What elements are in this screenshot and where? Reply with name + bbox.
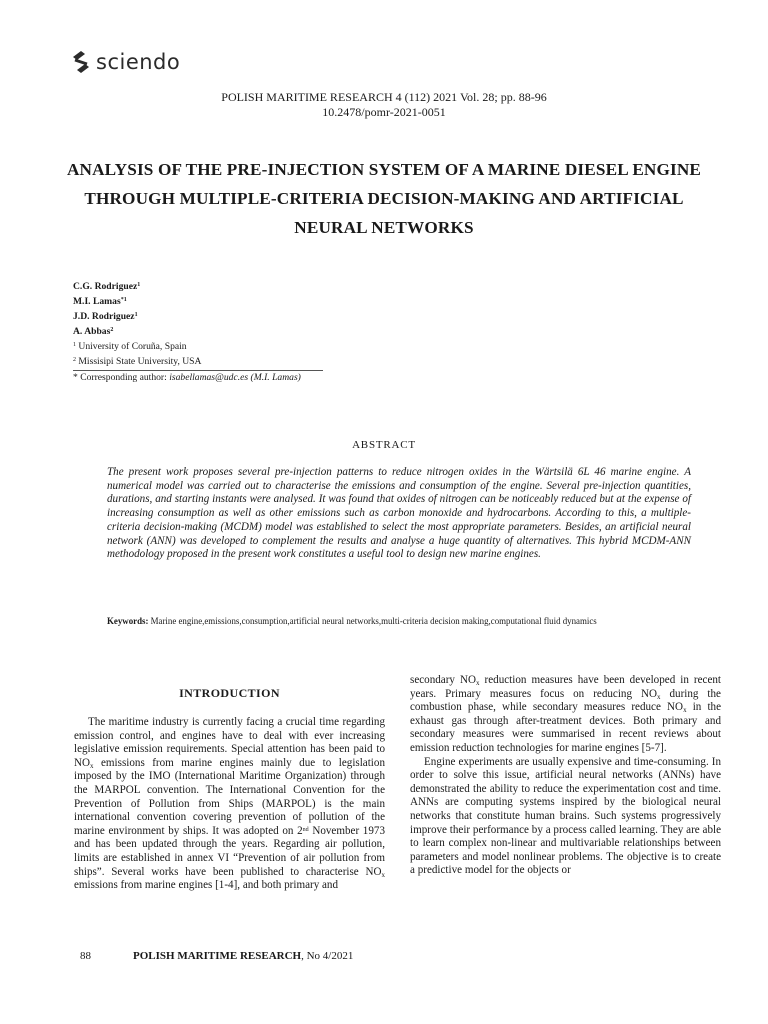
doi: 10.2478/pomr-2021-0051	[322, 105, 446, 119]
paper-title: ANALYSIS OF THE PRE-INJECTION SYSTEM OF A MARINE DIESEL ENGINE THROUGH MULTIPLE-CRITERIA DECISION-MAKING AND ARTIFICIAL NEURAL NETWORKS	[66, 160, 702, 237]
keywords	[107, 615, 707, 627]
corresponding-email[interactable]: isabellamas@udc.es (M.I. Lamas)	[169, 372, 301, 383]
paragraph: Engine experiments are usually expensive and time-consuming. In order to solve this issue, artificial neural networks (ANNs) have demonstrated the ability to reduce the experimentation cost and time. ANNs are computing systems inspired by the biological neural networks that constitute human brains. Such systems progressively improve their performance by a process called learning. They are able to learn complex non-linear and multivariable relationships between parameters and model nonlinear problems. The objective is to create a predictive model for the objects or	[410, 755, 721, 877]
abstract-text: The present work proposes several pre-injection patterns to reduce nitrogen oxides in the Wärtsilä 6L 46 marine engine. A numerical model was carried out to characterise the emissions and consumption of the engine. Several pre-injection quantities, durations, and starting instants were analysed. It was found that oxides of nitrogen can be noticeably reduced but at the expense of increasing consumption as well as other emissions such as carbon monoxide and hydrocarbons. According to this, a multiple-criteria decision-making (MCDM) model was established to select the most appropriate parameters. Besides, an artificial neural network (ANN) was developed to complement the results and analyse a huge quantity of alternatives. This hybrid MCDM-ANN methodology proposed in the present work constitutes a useful tool to design new marine engines.	[107, 466, 691, 561]
abstract-heading: ABSTRACT	[352, 439, 416, 451]
affiliation-2: $^2$ Missisipi State University, USA	[73, 356, 202, 367]
footer-journal: POLISH MARITIME RESEARCH, No 4/2021	[133, 950, 354, 962]
author-block	[73, 279, 201, 369]
author-3: J.D. Rodriguez$^1$	[73, 311, 138, 322]
author-1: C.G. Rodriguez$^1$	[73, 281, 141, 292]
page-number: 88	[80, 950, 91, 962]
column-right	[410, 674, 721, 878]
keywords-label: Keywords:	[107, 616, 149, 626]
paragraph: The maritime industry is currently facing a crucial time regarding emission control, and engines have to deal with ever increasing legislative emission requirements. Special attention has been paid to $NO_x$ emissions from marine engines mainly due to legislation imposed by the IMO (International Maritime Organization) through the MARPOL convention. The International Convention for the Prevention of Pollution from Ships (MARPOL) is the main international convention covering prevention of pollution of the marine environment by ships. It was adopted on 2nd November 1973 and has been updated through the years. Regarding air pollution, limits are established in annex VI “Prevention of air pollution from ships”. Several works have been published to characterise $NO_x$ emissions from marine engines [1-4], and both primary and	[74, 716, 385, 892]
affiliation-1: $^1$ University of Coruña, Spain	[73, 341, 187, 352]
corresponding-author: * Corresponding author: isabellamas@udc.es (M.I. Lamas)	[73, 372, 301, 383]
sciendo-logo-icon	[72, 50, 90, 74]
publisher-logo	[72, 50, 180, 74]
author-2: M.I. Lamas$^{*1}$	[73, 296, 127, 307]
logo-wordmark: sciendo	[96, 50, 181, 74]
journal-citation: POLISH MARITIME RESEARCH 4 (112) 2021 Vol. 28; pp. 88-96	[221, 90, 547, 104]
author-4: A. Abbas$^2$	[73, 326, 114, 337]
keywords-list: Marine engine,emissions,consumption,artificial neural networks,multi-criteria decision making,computational fluid dynamics	[148, 616, 597, 626]
column-left	[74, 716, 385, 893]
section-heading-introduction: INTRODUCTION	[179, 686, 280, 700]
divider	[73, 370, 323, 371]
paragraph: secondary $NO_x$ reduction measures have been developed in recent years. Primary measures focus on reducing $NO_x$ during the combustion phase, while secondary measures reduce $NO_x$ in the exhaust gas through after-treatment devices. Both primary and secondary measures were summarised in recent reviews about emission reduction technologies for marine engines [5-7].	[410, 674, 722, 754]
